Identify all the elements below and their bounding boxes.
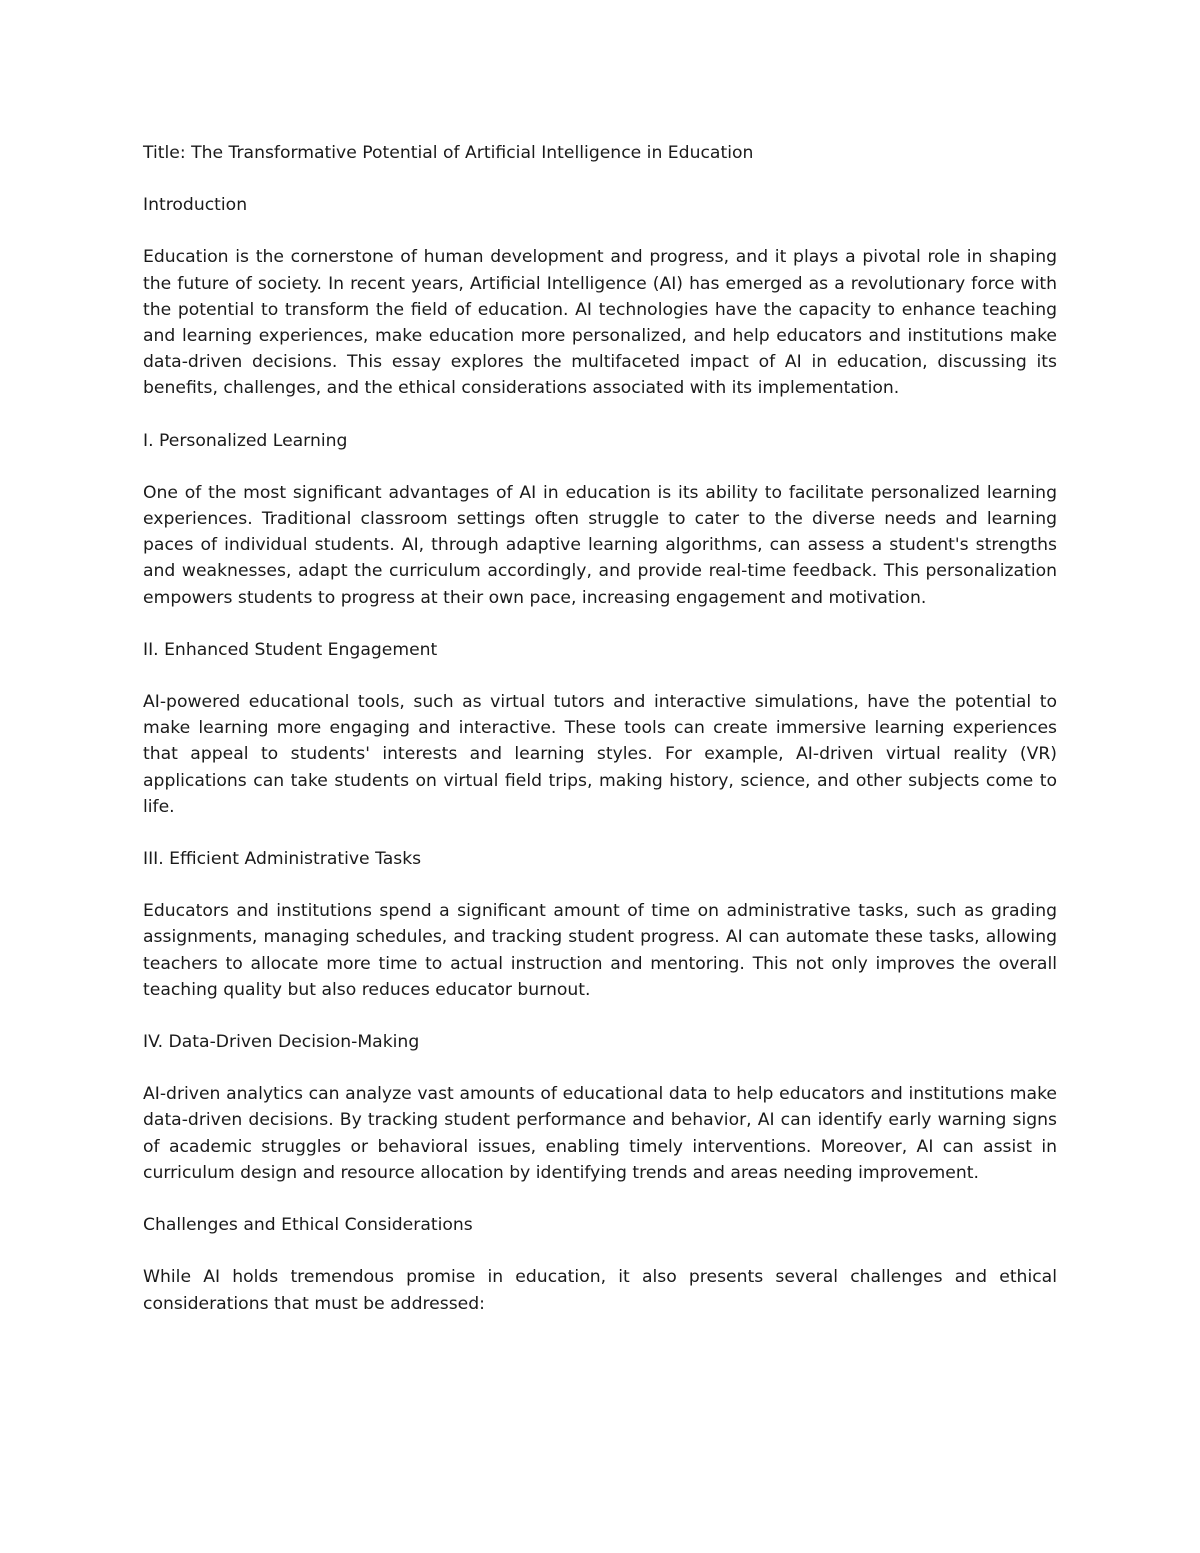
section-paragraph-administrative-tasks: Educators and institutions spend a significant amount of time on administrative tasks, such as grading assignments, managing schedules, and tracking student progress. AI can automate these tasks, allowing teachers to allocate more time to actual instruction and mentoring. This not only improves the overall teaching quality but also reduces educator burnout.: [143, 901, 1057, 1000]
intro-heading: Introduction: [143, 195, 248, 216]
section-paragraph-data-driven-decisions: AI-driven analytics can analyze vast amounts of educational data to help educators and institutions make data-driven decisions. By tracking student performance and behavior, AI can identify early warning signs of academic struggles or behavioral issues, enabling timely interventions. Moreover, AI can assist in curriculum design and resource allocation by identifying trends and areas needing improvement.: [143, 1084, 1057, 1183]
section-heading-challenges-ethics: Challenges and Ethical Considerations: [143, 1215, 473, 1236]
section-heading-student-engagement: II. Enhanced Student Engagement: [143, 639, 438, 660]
section-heading-personalized-learning: I. Personalized Learning: [143, 430, 348, 451]
section-heading-data-driven-decisions: IV. Data-Driven Decision-Making: [143, 1032, 420, 1053]
section-paragraph-challenges-ethics: While AI holds tremendous promise in education, it also presents several challenges and ethical considerations that must be addressed:: [143, 1267, 1057, 1314]
document-title: Title: The Transformative Potential of Artificial Intelligence in Education: [143, 143, 754, 163]
document-body: [143, 140, 1057, 1343]
section-paragraph-student-engagement: AI-powered educational tools, such as virtual tutors and interactive simulations, have the potential to make learning more engaging and interactive. These tools can create immersive learning experiences that appeal to students' interests and learning styles. For example, AI-driven virtual reality (VR) applications can take students on virtual field trips, making history, science, and other subjects come to life.: [143, 692, 1057, 817]
intro-paragraph: Education is the cornerstone of human development and progress, and it plays a pivotal role in shaping the future of society. In recent years, Artificial Intelligence (AI) has emerged as a revolutionary force with the potential to transform the field of education. AI technologies have the capacity to enhance teaching and learning experiences, make education more personalized, and help educators and institutions make data-driven decisions. This essay explores the multifaceted impact of AI in education, discussing its benefits, challenges, and the ethical considerations associated with its implementation.: [143, 247, 1057, 399]
section-paragraph-personalized-learning: One of the most significant advantages of AI in education is its ability to facilitate personalized learning experiences. Traditional classroom settings often struggle to cater to the diverse needs and learning paces of individual students. AI, through adaptive learning algorithms, can assess a student's strengths and weaknesses, adapt the curriculum accordingly, and provide real-time feedback. This personalization empowers students to progress at their own pace, increasing engagement and motivation.: [143, 482, 1057, 608]
section-heading-administrative-tasks: III. Efficient Administrative Tasks: [143, 849, 422, 870]
